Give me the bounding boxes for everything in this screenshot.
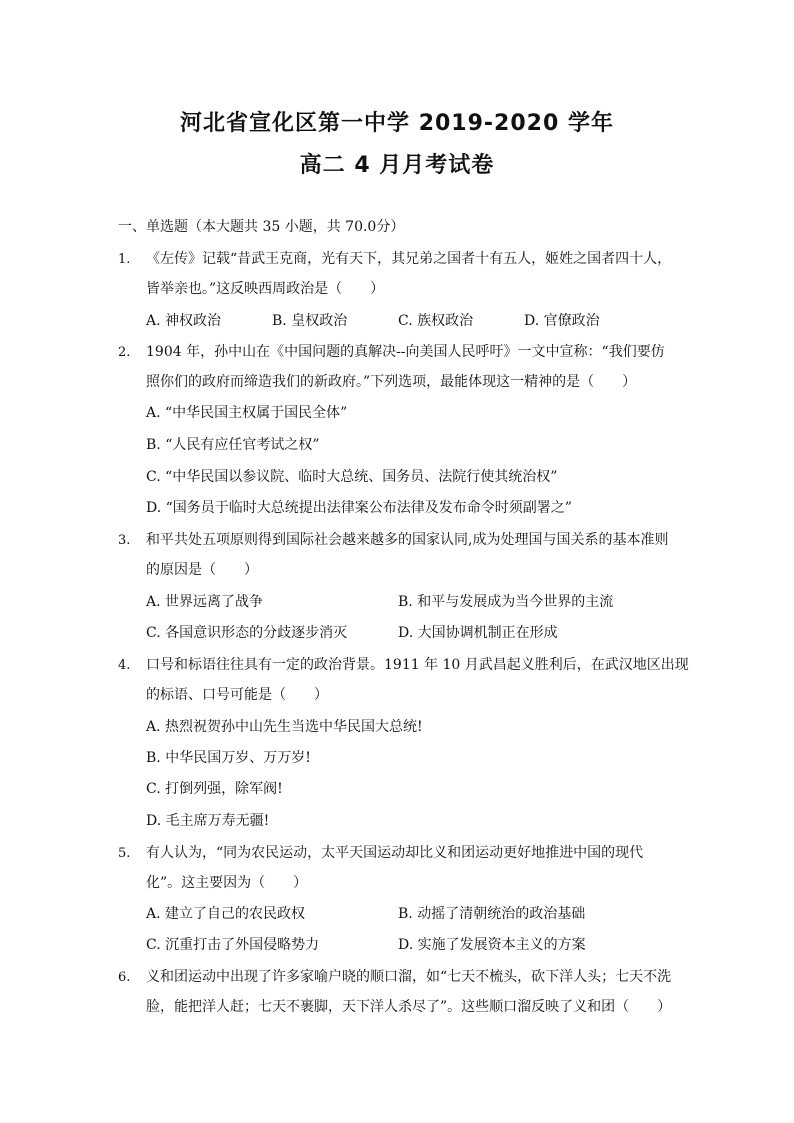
question-number: 3. [118, 533, 131, 548]
option-c: C. 族权政治 [398, 313, 474, 329]
exam-subtitle: 高二 4 月月考试卷 [299, 153, 495, 178]
question-number: 4. [118, 658, 131, 673]
option-a: A. 热烈祝贺孙中山先生当选中华民国大总统! [146, 719, 423, 735]
question-number: 2. [118, 345, 131, 360]
question-stem-line: 皆举亲也。”这反映西周政治是（ ） [146, 281, 385, 297]
question-stem-line: 和平共处五项原则得到国际社会越来越多的国家认同,成为处理国与国关系的基本准则 [146, 532, 669, 548]
question-stem-line: 义和团运动中出现了许多家喻户晓的顺口溜，如“七天不梳头，砍下洋人头；七天不洗 [146, 969, 672, 985]
question-stem-line: 的标语、口号可能是（ ） [146, 687, 328, 703]
question-stem-line: 的原因是（ ） [146, 562, 258, 578]
question-stem-line: 《左传》记载“昔武王克商，光有天下，其兄弟之国者十有五人，姬姓之国者四十人， [146, 251, 672, 267]
option-d: D. 官僚政治 [524, 313, 600, 329]
option-c: C. 打倒列强，除军阀! [146, 781, 283, 797]
question-stem-line: 有人认为，“同为农民运动，太平天国运动却比义和团运动更好地推进中国的现代 [146, 845, 644, 861]
question-stem-line: 脸，能把洋人赶；七天不裹脚，天下洋人杀尽了”。这些顺口溜反映了义和团（ ） [146, 999, 672, 1015]
question-stem-line: 化”。这主要因为（ ） [146, 875, 308, 891]
question-number: 1. [118, 252, 131, 267]
option-b: B. “人民有应任官考试之权” [146, 437, 320, 453]
question-number: 5. [118, 846, 131, 861]
option-a: A. 神权政治 [146, 313, 222, 329]
option-b: B. 中华民国万岁、万万岁! [146, 750, 311, 766]
option-c: C. 沉重打击了外国侵略势力 [146, 937, 320, 953]
option-c: C. 各国意识形态的分歧逐步消灭 [146, 625, 348, 641]
option-d: D. 大国协调机制正在形成 [398, 625, 558, 641]
option-d: D. 实施了发展资本主义的方案 [398, 937, 586, 953]
question-stem-line: 照你们的政府而缔造我们的新政府。”下列选项，最能体现这一精神的是（ ） [146, 374, 637, 390]
exam-title: 河北省宣化区第一中学 2019-2020 学年 [180, 111, 614, 136]
option-c: C. “中华民国以参议院、临时大总统、国务员、法院行使其统治权” [146, 469, 558, 485]
option-b: B. 和平与发展成为当今世界的主流 [398, 594, 614, 610]
option-a: A. “中华民国主权属于国民全体” [146, 405, 348, 421]
option-b: B. 皇权政治 [272, 313, 348, 329]
question-stem-line: 1904 年，孙中山在《中国问题的真解决--向美国人民呼吁》一文中宣称：“我们要仿 [146, 344, 665, 360]
option-b: B. 动摇了清朝统治的政治基础 [398, 906, 586, 922]
section-heading: 一、单选题（本大题共 35 小题，共 70.0分） [118, 219, 405, 235]
option-a: A. 世界远离了战争 [146, 594, 264, 610]
option-a: A. 建立了自己的农民政权 [146, 906, 306, 922]
question-number: 6. [118, 970, 131, 985]
question-stem-line: 口号和标语往往具有一定的政治背景。1911 年 10 月武昌起义胜利后，在武汉地区出现 [146, 657, 689, 673]
option-d: D. 毛主席万寿无疆! [146, 813, 270, 829]
option-d: D. “国务员于临时大总统提出法律案公布法律及发布命令时须副署之” [146, 500, 572, 516]
